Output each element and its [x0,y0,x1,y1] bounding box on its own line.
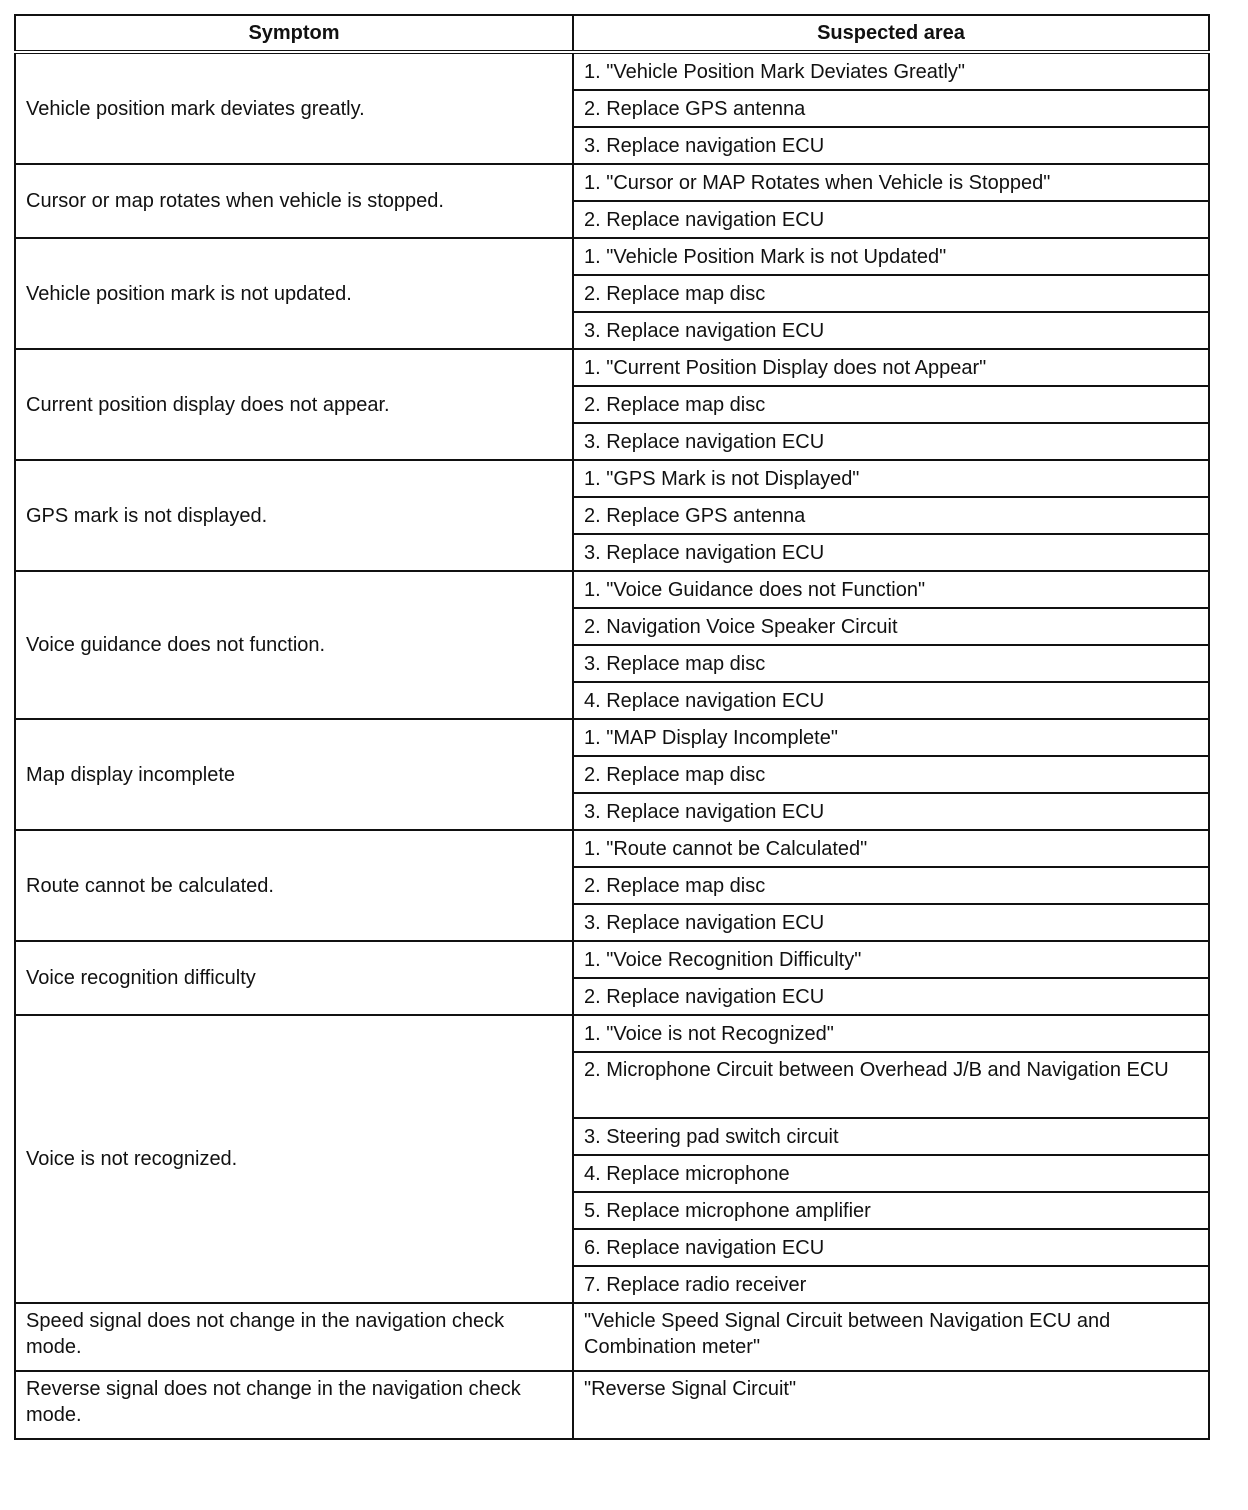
suspected-area-cell: 2. Replace GPS antenna [573,90,1209,127]
symptom-column-header: Symptom [15,15,573,52]
suspected-area-cell: 1. "GPS Mark is not Displayed" [573,460,1209,497]
suspected-area-cell: 6. Replace navigation ECU [573,1229,1209,1266]
suspected-area-cell: 3. Replace navigation ECU [573,793,1209,830]
symptom-cell: Reverse signal does not change in the navigation check mode. [15,1371,573,1439]
troubleshooting-table-container [14,14,1208,1440]
suspected-area-cell: 2. Replace map disc [573,756,1209,793]
suspected-area-cell: 1. "Current Position Display does not Appear" [573,349,1209,386]
suspected-area-cell: 2. Microphone Circuit between Overhead J/B and Navigation ECU [573,1052,1209,1118]
table-header-row [15,15,1209,52]
suspected-area-cell: 2. Replace map disc [573,275,1209,312]
table-body [15,52,1209,1439]
suspected-area-cell: 1. "Vehicle Position Mark Deviates Greatly" [573,52,1209,90]
table-row [15,719,1209,756]
symptom-cell: Voice is not recognized. [15,1015,573,1303]
symptom-cell: Vehicle position mark is not updated. [15,238,573,349]
suspected-area-cell: 1. "Voice Guidance does not Function" [573,571,1209,608]
suspected-area-cell: 1. "Voice Recognition Difficulty" [573,941,1209,978]
suspected-area-cell: 5. Replace microphone amplifier [573,1192,1209,1229]
suspected-area-cell: 2. Replace map disc [573,386,1209,423]
suspected-area-cell: 1. "Cursor or MAP Rotates when Vehicle is Stopped" [573,164,1209,201]
problem-symptoms-table [14,14,1210,1440]
suspected-area-cell: 1. "MAP Display Incomplete" [573,719,1209,756]
suspected-area-cell: "Reverse Signal Circuit" [573,1371,1209,1439]
table-row [15,52,1209,90]
suspected-area-cell: 2. Navigation Voice Speaker Circuit [573,608,1209,645]
symptom-cell: Route cannot be calculated. [15,830,573,941]
suspected-area-cell: 2. Replace GPS antenna [573,497,1209,534]
suspected-area-cell: "Vehicle Speed Signal Circuit between Navigation ECU and Combination meter" [573,1303,1209,1371]
suspected-area-cell: 7. Replace radio receiver [573,1266,1209,1303]
table-row [15,238,1209,275]
suspected-area-cell: 3. Replace navigation ECU [573,534,1209,571]
suspected-area-cell: 3. Steering pad switch circuit [573,1118,1209,1155]
table-row [15,1303,1209,1371]
table-row [15,941,1209,978]
table-row [15,349,1209,386]
symptom-cell: Vehicle position mark deviates greatly. [15,52,573,164]
suspected-area-cell: 4. Replace microphone [573,1155,1209,1192]
symptom-cell: Voice recognition difficulty [15,941,573,1015]
symptom-cell: Current position display does not appear. [15,349,573,460]
table-row [15,1371,1209,1439]
table-row [15,164,1209,201]
suspected-area-cell: 1. "Voice is not Recognized" [573,1015,1209,1052]
symptom-cell: Map display incomplete [15,719,573,830]
table-row [15,460,1209,497]
suspected-area-cell: 1. "Route cannot be Calculated" [573,830,1209,867]
suspected-area-cell: 4. Replace navigation ECU [573,682,1209,719]
suspected-area-cell: 3. Replace navigation ECU [573,423,1209,460]
table-row [15,1015,1209,1052]
suspected-area-cell: 3. Replace map disc [573,645,1209,682]
suspected-area-cell: 2. Replace navigation ECU [573,978,1209,1015]
suspected-area-cell: 2. Replace map disc [573,867,1209,904]
table-row [15,830,1209,867]
symptom-cell: Speed signal does not change in the navigation check mode. [15,1303,573,1371]
suspected-area-cell: 2. Replace navigation ECU [573,201,1209,238]
symptom-cell: GPS mark is not displayed. [15,460,573,571]
table-row [15,571,1209,608]
suspected-area-cell: 1. "Vehicle Position Mark is not Updated" [573,238,1209,275]
symptom-cell: Cursor or map rotates when vehicle is stopped. [15,164,573,238]
suspected-area-cell: 3. Replace navigation ECU [573,904,1209,941]
suspected-area-column-header: Suspected area [573,15,1209,52]
suspected-area-cell: 3. Replace navigation ECU [573,127,1209,164]
suspected-area-cell: 3. Replace navigation ECU [573,312,1209,349]
symptom-cell: Voice guidance does not function. [15,571,573,719]
